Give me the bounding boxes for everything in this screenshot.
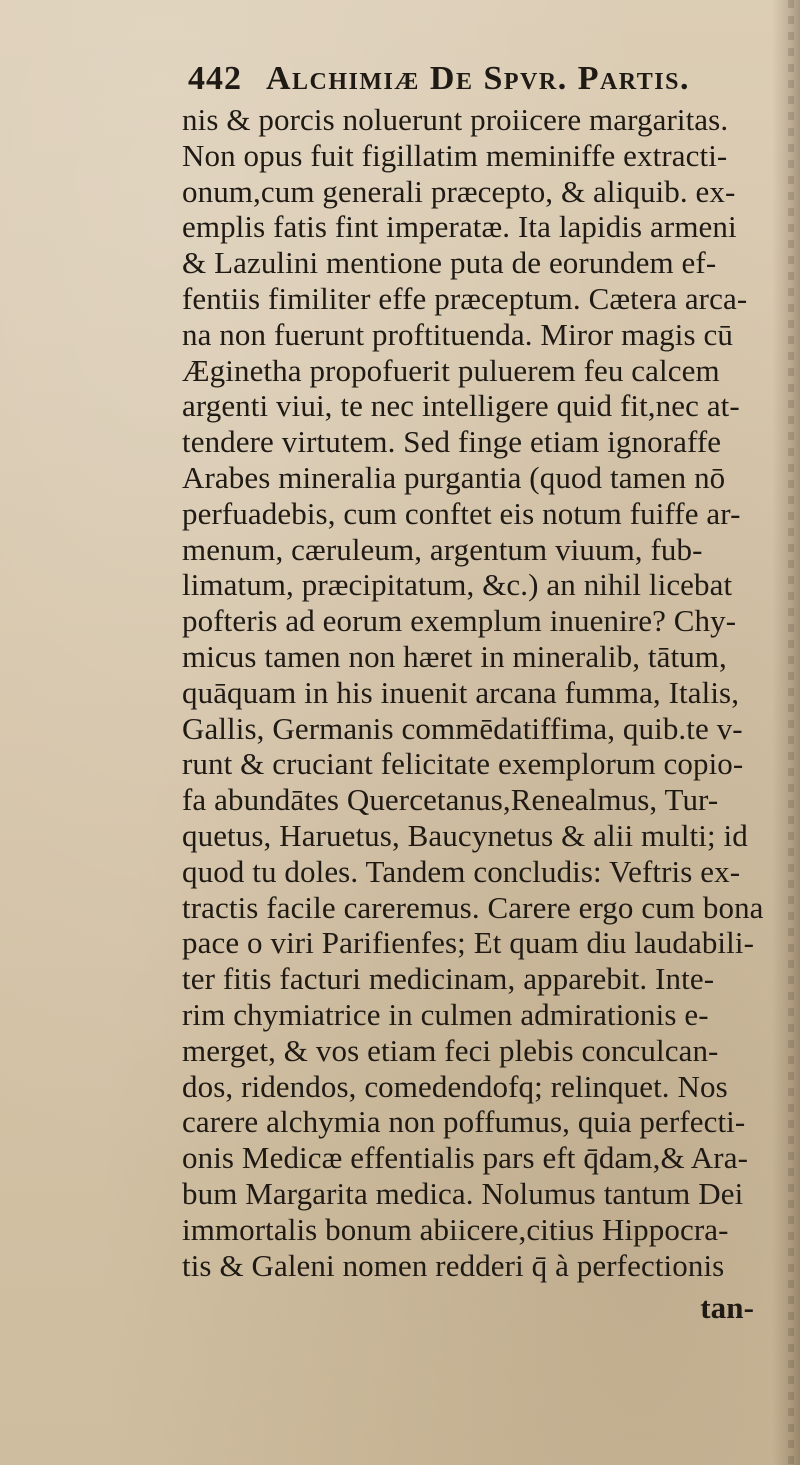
text-line: immortalis bonum abiicere,citius Hippocra- (182, 1211, 729, 1247)
text-line: micus tamen non hæret in mineralib, tātum, (182, 639, 727, 675)
text-line: pace o viri Parifienfes; Et quam diu laudabili- (182, 925, 754, 961)
text-line: rim chymiatrice in culmen admirationis e- (182, 997, 709, 1032)
text-line: Non opus fuit figillatim meminiffe extracti- (182, 137, 728, 173)
text-line: carere alchymia non poffumus, quia perfecti- (182, 1104, 746, 1140)
text-line: emplis fatis fint imperatæ. Ita lapidis armeni (182, 209, 737, 245)
text-line: tendere virtutem. Sed finge etiam ignoraffe (182, 424, 722, 460)
running-title: Alchimiæ De Spvr. Partis. (266, 60, 690, 97)
text-line: bum Margarita medica. Nolumus tantum Dei (182, 1175, 744, 1211)
text-line: menum, cæruleum, argentum viuum, fub- (182, 531, 703, 567)
text-line: onum,cum generali præcepto, & aliquib. ex- (182, 173, 736, 209)
text-line: onis Medicæ effentialis pars eft q̄dam,& Ara- (182, 1140, 748, 1176)
text-line: merget, & vos etiam feci plebis conculcan- (182, 1032, 719, 1068)
text-line: Æginetha propofuerit puluerem feu calcem (182, 352, 720, 388)
text-line: Gallis, Germanis commēdatiffima, quib.te v- (182, 710, 743, 746)
text-line: fa abundātes Quercetanus,Renealmus, Tur- (182, 782, 719, 818)
page-header (188, 60, 794, 98)
text-line: perfuadebis, cum conftet eis notum fuiffe ar- (182, 495, 741, 531)
text-line: Arabes mineralia purgantia (quod tamen nō (182, 460, 726, 496)
text-line: tis & Galeni nomen redderi q̄ à perfectionis (182, 1247, 725, 1283)
text-line: quetus, Haruetus, Baucynetus & alii multi; id (182, 818, 748, 854)
catchword-row (182, 1289, 794, 1326)
text-line: na non fuerunt proftituenda. Miror magis cū (182, 316, 733, 352)
text-line: & Lazulini mentione puta de eorundem ef- (182, 245, 717, 281)
catchword: tan- (700, 1290, 754, 1326)
text-line: limatum, præcipitatum, &c.) an nihil licebat (182, 567, 733, 603)
text-line: fentiis fimiliter effe præceptum. Cætera arca- (182, 281, 748, 317)
text-line: quāquam in his inuenit arcana fumma, Italis, (182, 674, 740, 710)
text-line: argenti viui, te nec intelligere quid fit,nec at- (182, 388, 740, 424)
text-line: runt & cruciant felicitate exemplorum copio- (182, 746, 744, 782)
page-number: 442 (188, 60, 242, 97)
text-line: quod tu doles. Tandem concludis: Veftris ex- (182, 853, 741, 889)
page-text-block (182, 60, 794, 1327)
text-line: dos, ridendos, comedendofq; relinquet. Nos (182, 1068, 728, 1104)
text-line: ter fitis facturi medicinam, apparebit. Inte- (182, 961, 715, 997)
text-line: nis & porcis noluerunt proiicere margaritas. (182, 102, 729, 138)
text-line: pofteris ad eorum exemplum inuenire? Chy- (182, 603, 737, 639)
text-line: tractis facile careremus. Carere ergo cum bona (182, 889, 764, 925)
